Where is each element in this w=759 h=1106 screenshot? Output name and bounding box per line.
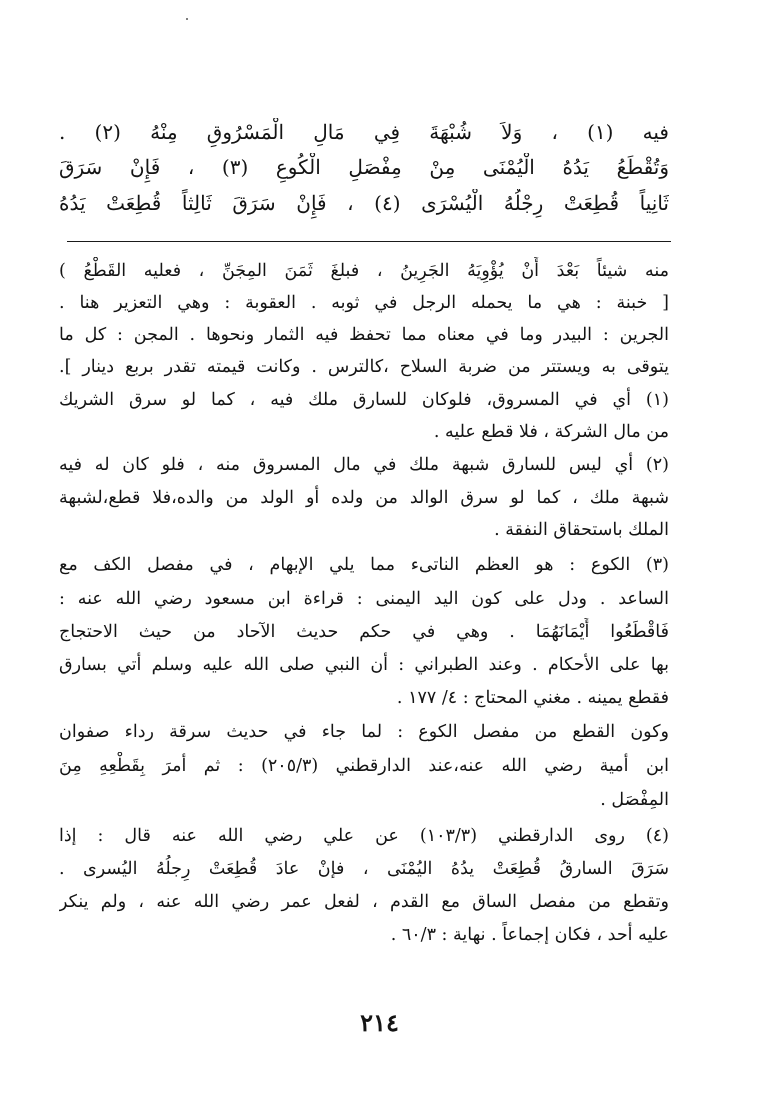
main-text-line-1: فيه (١) ، وَلاَ شُبْهَةَ فِي مَالِ الْمَسْرُوقِ مِنْهُ (٢) .: [59, 120, 669, 144]
footnote-line-18: (٤) روى الدارقطني (١٠٣/٣) عن علي رضي الله عنه قال : إذا: [59, 826, 669, 846]
footnote-line-14: فقطع يمينه . مغني المحتاج : ٤/ ١٧٧ .: [396, 688, 669, 708]
footnote-separator: [67, 241, 671, 242]
footnote-line-2: [ خبنة : هي ما يحمله الرجل في ثوبه . العقوبة : وهي التعزير هنا .: [59, 293, 669, 313]
page-number: ٢١٤: [360, 1008, 399, 1037]
footnote-line-1: منه شيئاً بَعْدَ أَنْ يُؤْوِيَهُ الجَرِينُ ، فبلغَ ثَمَنَ المِجَنِّ ، فعليه القَطْعُ ): [59, 261, 669, 281]
footnote-line-13: بها على الأحكام . وعند الطبراني : أن النبي صلى الله عليه وسلم أتي بسارق: [59, 655, 669, 675]
footnote-line-17: المِفْصَل .: [600, 790, 669, 810]
footnote-line-16: ابن أمية رضي الله عنه،عند الدارقطني (٢٠٥/٣) : ثم أمرَ بِقَطْعِهِ مِنَ: [59, 756, 669, 776]
footnote-line-5: (١) أي في المسروق، فلوكان للسارق ملك فيه ، كما لو سرق الشريك: [59, 390, 669, 410]
footnote-line-12: فَاقْطَعُوا أَيْمَانَهُمَا . وهي في حكم حديث الآحاد من حيث الاحتجاج: [59, 622, 669, 642]
main-text-line-2: وَتُقْطَعُ يَدُهُ الْيُمْنَى مِنْ مِفْصَلِ الْكُوعِ (٣) ، فَإِنْ سَرَقَ: [59, 155, 669, 179]
footnote-line-8: شبهة ملك ، كما لو سرق الوالد من ولده أو الولد من والده،فلا قطع،لشبهة: [59, 488, 669, 508]
footnote-line-21: عليه أحد ، فكان إجماعاً . نهاية : ٦٠/٣ .: [390, 925, 669, 945]
footnote-line-20: وتقطع من مفصل الساق مع القدم ، لفعل عمر رضي الله عنه ، ولم ينكر: [59, 892, 669, 912]
main-text-line-3: ثَانِياً قُطِعَتْ رِجْلُهُ الْيُسْرَى (٤) ، فَإِنْ سَرَقَ ثَالِثاً قُطِعَتْ يَدُهُ: [59, 191, 669, 215]
footnote-line-9: الملك باستحقاق النفقة .: [494, 520, 669, 540]
footnote-line-7: (٢) أي ليس للسارق شبهة ملك في مال المسروق منه ، فلو كان له فيه: [59, 455, 669, 475]
footnote-line-11: الساعد . ودل على كون اليد اليمنى : قراءة ابن مسعود رضي الله عنه :: [59, 589, 669, 609]
footnote-line-3: الجرين : البيدر وما في معناه مما تحفظ فيه الثمار ونحوها . المجن : كل ما: [59, 325, 669, 345]
footnote-line-6: من مال الشركة ، فلا قطع عليه .: [433, 422, 669, 442]
speck-mark: [186, 18, 188, 20]
footnote-line-19: سَرَقَ السارقُ قُطِعَتْ يدُهُ اليُمْنَى ، فإنْ عادَ قُطِعَتْ رِجلُهُ اليُسرى .: [59, 859, 669, 879]
footnote-line-15: وكون القطع من مفصل الكوع : لما جاء في حديث سرقة رداء صفوان: [59, 722, 669, 742]
footnote-line-10: (٣) الكوع : هو العظم الناتىء مما يلي الإبهام ، في مفصل الكف مع: [59, 555, 669, 575]
footnote-line-4: يتوقى به ويستتر من ضربة السلاح ،كالترس . وكانت قيمته تقدر بربع دينار ].: [59, 357, 669, 377]
